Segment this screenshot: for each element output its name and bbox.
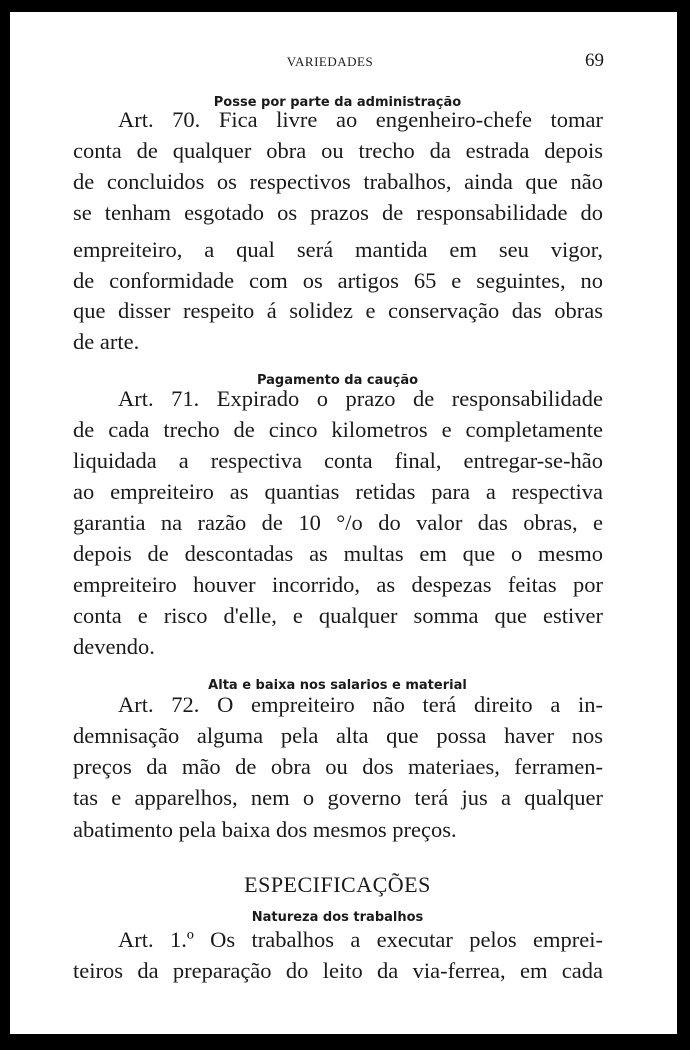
text-line: de arte. — [73, 329, 140, 354]
text-line: ao empreiteiro as quantias retidas para a respectiva — [73, 479, 603, 504]
text-line: Art. 70. Fica livre ao engenheiro-chefe tomar — [118, 107, 603, 132]
text-line: conta e risco d'elle, e qualquer somma que estiver — [73, 603, 603, 628]
text-line: Art. 1.º Os trabalhos a executar pelos emprei- — [118, 927, 603, 952]
text-line: garantia na razão de 10 °/o do valor das obras, e — [73, 510, 603, 535]
text-line: conta de qualquer obra ou trecho da estrada depois — [73, 138, 603, 163]
text-line: de conformidade com os artigos 65 e seguintes, no — [73, 268, 603, 293]
text-line: se tenham esgotado os prazos de responsabilidade do — [73, 200, 603, 225]
section-heading: ESPECIFICAÇÕES — [244, 872, 431, 897]
text-line: de concluidos os respectivos trabalhos, ainda que não — [73, 169, 603, 194]
subheading: Natureza dos trabalhos — [251, 910, 424, 925]
text-line: preços da mão de obra ou dos materiaes, ferramen- — [73, 754, 603, 779]
text-line: demnisação alguma pela alta que possa haver nos — [73, 723, 603, 748]
text-line: Art. 71. Expirado o prazo de responsabilidade — [118, 386, 603, 411]
subheading: Posse por parte da administração — [213, 95, 462, 110]
text-line: que disser respeito á solidez e conservação das obras — [73, 298, 603, 323]
text-line: teiros da preparação do leito da via-ferrea, em cada — [73, 958, 603, 983]
text-line: liquidada a respectiva conta final, entregar-se-hão — [73, 448, 603, 473]
text-line: de cada trecho de cinco kilometros e completamente — [73, 417, 603, 442]
subheading: Pagamento da caução — [256, 373, 419, 388]
text-line: devendo. — [73, 634, 155, 659]
text-line: Art. 72. O empreiteiro não terá direito a in- — [118, 692, 603, 717]
running-head: VARIEDADES — [286, 54, 374, 69]
subheading: Alta e baixa nos salarios e material — [208, 678, 467, 693]
book-page — [10, 12, 677, 1034]
page-number: 69 — [585, 50, 604, 71]
text-line: empreiteiro houver incorrido, as despezas feitas por — [73, 572, 603, 597]
text-line: depois de descontadas as multas em que o mesmo — [73, 541, 603, 566]
text-line: tas e apparelhos, nem o governo terá jus a qualquer — [73, 785, 603, 810]
text-line: empreiteiro, a qual será mantida em seu vigor, — [73, 237, 603, 262]
text-line: abatimento pela baixa dos mesmos preços. — [73, 817, 457, 842]
